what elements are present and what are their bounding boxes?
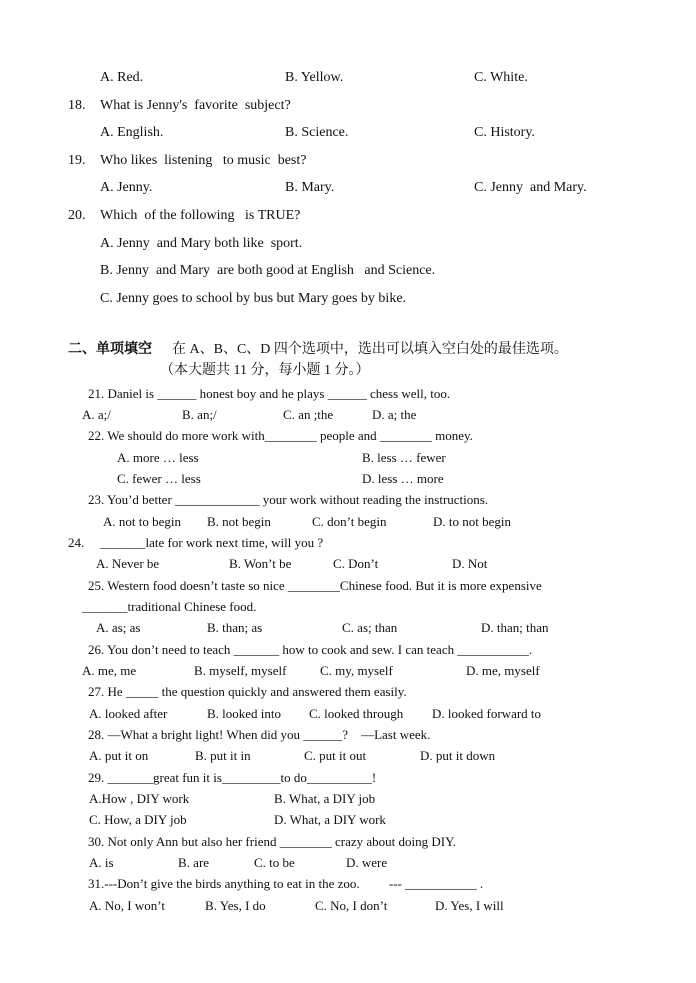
q20-text: Which of the following is TRUE? [100, 208, 301, 223]
q24-number: 24. [68, 535, 85, 550]
q26-text: 26. You don’t need to teach _______ how to cook and sew. I can teach ___________. [88, 642, 533, 657]
q22-option-c: C. fewer … less [117, 471, 201, 486]
q19-number: 19. [68, 153, 86, 168]
q22-option-b: B. less … fewer [362, 450, 446, 465]
q31-option-b: B. Yes, I do [205, 898, 266, 913]
q30-option-d: D. were [346, 855, 388, 870]
q22-option-d: D. less … more [362, 471, 444, 486]
q27-text: 27. He _____ the question quickly and answered them easily. [88, 684, 407, 699]
q18-option-c: C. History. [474, 125, 535, 140]
q18-text: What is Jenny's favorite subject? [100, 98, 291, 113]
q25-option-a: A. as; as [96, 620, 141, 635]
q29-text: 29. _______great fun it is_________to do__________! [88, 770, 377, 785]
q29-option-c: C. How, a DIY job [89, 812, 187, 827]
q25-option-d: D. than; than [481, 620, 549, 635]
q31-option-a: A. No, I won’t [89, 898, 165, 913]
q24-option-d: D. Not [452, 556, 488, 571]
q23-option-a: A. not to begin [103, 514, 181, 529]
q19-option-c: C. Jenny and Mary. [474, 180, 587, 195]
q19-option-a: A. Jenny. [100, 180, 153, 195]
q21-option-b: B. an;/ [182, 407, 217, 422]
q29-option-a: A.How , DIY work [89, 791, 190, 806]
q27-option-d: D. looked forward to [432, 706, 542, 721]
q28-text: 28. —What a bright light! When did you ______? —Last week. [88, 727, 431, 742]
q25-text-continued: _______traditional Chinese food. [82, 599, 257, 614]
section-2-instruction: 在 A、B、C、D 四个选项中，选出可以填入空白处的最佳选项。 [172, 342, 568, 357]
q30-text: 30. Not only Ann but also her friend ________ crazy about doing DIY. [88, 834, 457, 849]
q19-option-b: B. Mary. [285, 180, 335, 195]
q18-option-b: B. Science. [285, 125, 349, 140]
q28-option-b: B. put it in [195, 748, 251, 763]
q23-option-c: C. don’t begin [312, 514, 387, 529]
q29-option-b: B. What, a DIY job [274, 791, 376, 806]
section-2-title-text: 二、单项填空 [68, 342, 152, 357]
q31-text: 31.---Don’t give the birds anything to eat in the zoo. --- ___________ . [88, 876, 484, 891]
q21-option-d: D. a; the [372, 407, 417, 422]
q24-option-b: B. Won’t be [229, 556, 292, 571]
q23-option-b: B. not begin [207, 514, 271, 529]
q27-option-a: A. looked after [89, 706, 168, 721]
q26-option-c: C. my, myself [320, 663, 393, 678]
q24-text: _______late for work next time, will you ? [100, 535, 324, 550]
q22-option-a: A. more … less [117, 450, 199, 465]
q21-text: 21. Daniel is ______ honest boy and he plays ______ chess well, too. [88, 386, 451, 401]
q24-option-a: A. Never be [96, 556, 160, 571]
q25-text: 25. Western food doesn’t taste so nice ________Chinese food. But it is more expensive [88, 578, 542, 593]
q25-option-b: B. than; as [207, 620, 263, 635]
q20-option-a: A. Jenny and Mary both like sport. [100, 236, 303, 251]
q28-option-d: D. put it down [420, 748, 496, 763]
q17-option-c: C. White. [474, 70, 528, 85]
q30-option-c: C. to be [254, 855, 295, 870]
q26-option-b: B. myself, myself [194, 663, 287, 678]
q18-number: 18. [68, 98, 86, 113]
section-2-note: （本大题共 11 分，每小题 1 分。） [160, 363, 370, 378]
q19-text: Who likes listening to music best? [100, 153, 307, 168]
q20-number: 20. [68, 208, 86, 223]
q26-option-a: A. me, me [82, 663, 137, 678]
q30-option-a: A. is [89, 855, 114, 870]
q23-text: 23. You’d better _____________ your work without reading the instructions. [88, 492, 489, 507]
q31-option-c: C. No, I don’t [315, 898, 388, 913]
q23-option-d: D. to not begin [433, 514, 511, 529]
q28-option-a: A. put it on [89, 748, 149, 763]
q17-option-a: A. Red. [100, 70, 144, 85]
q21-option-c: C. an ;the [283, 407, 334, 422]
q27-option-c: C. looked through [309, 706, 404, 721]
q30-option-b: B. are [178, 855, 210, 870]
q26-option-d: D. me, myself [466, 663, 540, 678]
q22-text: 22. We should do more work with________ people and ________ money. [88, 428, 473, 443]
q27-option-b: B. looked into [207, 706, 282, 721]
q28-option-c: C. put it out [304, 748, 367, 763]
q25-option-c: C. as; than [342, 620, 398, 635]
q18-option-a: A. English. [100, 125, 164, 140]
q29-option-d: D. What, a DIY work [274, 812, 386, 827]
section-2-title [68, 343, 152, 357]
q17-option-b: B. Yellow. [285, 70, 344, 85]
q20-option-c: C. Jenny goes to school by bus but Mary goes by bike. [100, 291, 407, 306]
q21-option-a: A. a;/ [82, 407, 111, 422]
q20-option-b: B. Jenny and Mary are both good at English and Science. [100, 263, 436, 278]
q24-option-c: C. Don’t [333, 556, 379, 571]
q31-option-d: D. Yes, I will [435, 898, 504, 913]
